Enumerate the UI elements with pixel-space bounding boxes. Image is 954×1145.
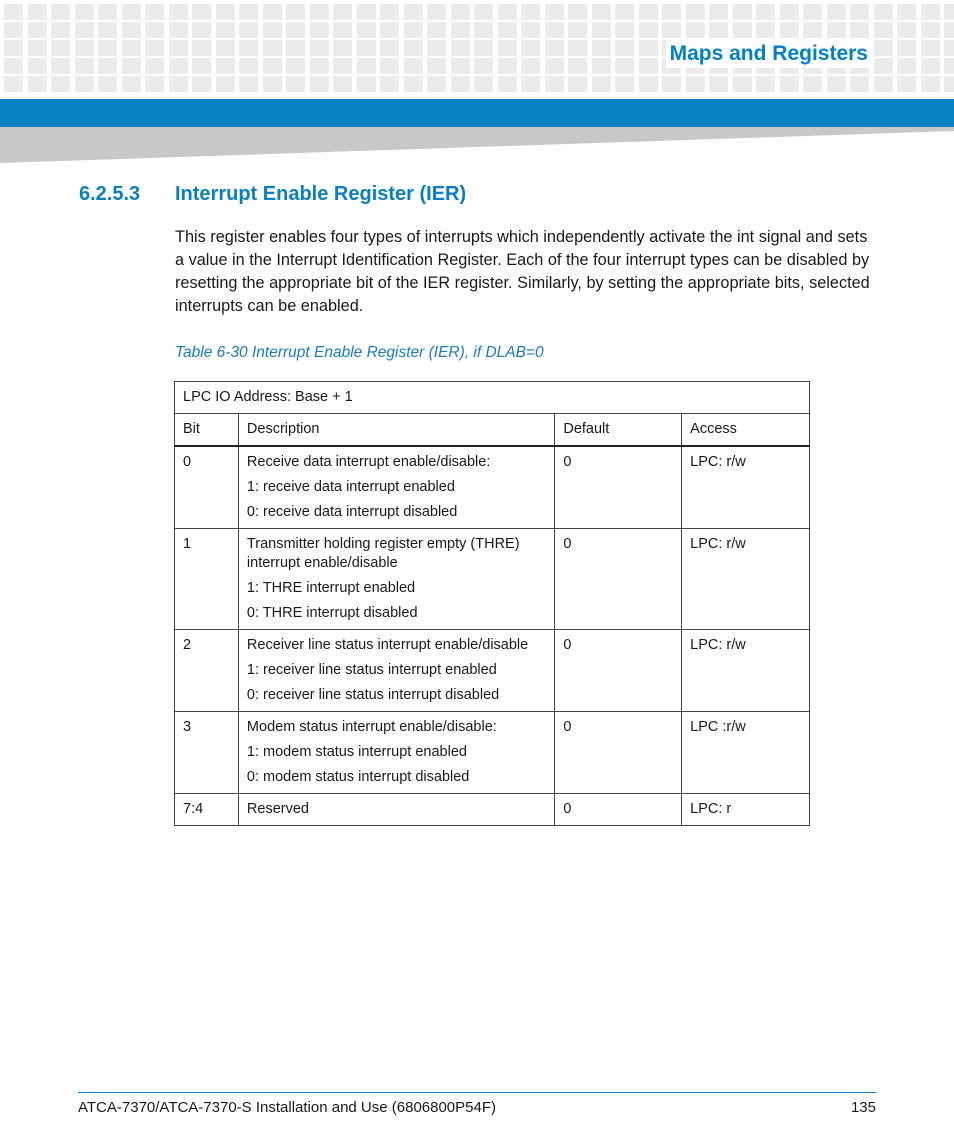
header-tile: [944, 40, 954, 56]
header-tile: [803, 22, 822, 38]
header-tile: [427, 58, 446, 74]
header-tile: [380, 40, 399, 56]
header-tile: [568, 22, 587, 38]
header-tile: [216, 4, 235, 20]
header-tile: [897, 40, 916, 56]
section-number: 6.2.5.3: [79, 183, 141, 205]
header-tile: [474, 40, 493, 56]
header-tile: [427, 40, 446, 56]
header-tile: [380, 58, 399, 74]
header-tile: [639, 4, 658, 20]
header-tile: [4, 22, 23, 38]
header-tile: [216, 76, 235, 92]
header-tile: [615, 58, 634, 74]
header-tile: [122, 76, 141, 92]
header-tile: [145, 58, 164, 74]
table-row: [175, 446, 810, 529]
header-tile: [498, 22, 517, 38]
header-tile: [615, 22, 634, 38]
header-tile: [380, 22, 399, 38]
header-tile: [169, 40, 188, 56]
header-tile: [827, 76, 846, 92]
header-tile: [122, 40, 141, 56]
header-tile: [921, 76, 940, 92]
header-row: [175, 414, 810, 447]
description-line: 0: THRE interrupt disabled: [246, 605, 418, 621]
header-tile: [427, 4, 446, 20]
header-tile: [357, 76, 376, 92]
header-tile: [874, 22, 893, 38]
header-tile: [98, 22, 117, 38]
header-tile: [192, 58, 211, 74]
header-tile: [827, 4, 846, 20]
header-tile: [521, 58, 540, 74]
description-cell: [238, 712, 554, 794]
header-tile: [28, 22, 47, 38]
header-tile: [733, 22, 752, 38]
header-tile: [310, 40, 329, 56]
access-cell: LPC :r/w: [682, 712, 810, 794]
description-cell: [238, 446, 554, 529]
header-tile: [780, 76, 799, 92]
header-grey-wedge: [0, 127, 954, 163]
header-tile: [780, 4, 799, 20]
header-tile: [498, 40, 517, 56]
header-tile: [75, 58, 94, 74]
header-tile: [192, 4, 211, 20]
header-tile: [897, 22, 916, 38]
header-tile: [357, 40, 376, 56]
header-tile: [545, 58, 564, 74]
header-tile: [98, 4, 117, 20]
access-cell: LPC: r/w: [682, 529, 810, 630]
header-tile: [263, 76, 282, 92]
header-tile: [545, 22, 564, 38]
header-tile: [263, 58, 282, 74]
header-tile: [28, 4, 47, 20]
default-cell: 0: [555, 794, 682, 826]
header-tile: [521, 76, 540, 92]
header-tile: [380, 4, 399, 20]
header-tile: [592, 4, 611, 20]
header-tile: [874, 58, 893, 74]
access-cell: LPC: r/w: [682, 446, 810, 529]
header-tile: [568, 40, 587, 56]
table-row: [175, 529, 810, 630]
table-caption: Table 6-30 Interrupt Enable Register (IER), if DLAB=0: [175, 344, 544, 361]
access-cell: LPC: r/w: [682, 630, 810, 712]
header-tile: [498, 58, 517, 74]
header-tile: [498, 4, 517, 20]
header-tile: [686, 76, 705, 92]
description-line: Modem status interrupt enable/disable:: [246, 719, 497, 735]
header-tile: [592, 40, 611, 56]
header-tile: [521, 22, 540, 38]
header-tile: [75, 76, 94, 92]
description-line: 0: receiver line status interrupt disabled: [246, 687, 500, 703]
header-tile: [286, 40, 305, 56]
header-tile: [380, 76, 399, 92]
header-tile: [169, 4, 188, 20]
default-cell: 0: [555, 712, 682, 794]
header-tile: [592, 58, 611, 74]
header-tile: [98, 40, 117, 56]
header-tile: [921, 40, 940, 56]
description-line: Transmitter holding register empty (THRE) interrupt enable/disable: [246, 536, 520, 571]
header-tile: [75, 4, 94, 20]
description-line: Receive data interrupt enable/disable:: [246, 454, 491, 470]
header-tile: [404, 76, 423, 92]
header-tile: [192, 40, 211, 56]
header-tile: [874, 40, 893, 56]
header-tile: [216, 40, 235, 56]
default-cell: 0: [555, 446, 682, 529]
header-tile: [897, 4, 916, 20]
header-tile: [4, 4, 23, 20]
header-tile: [239, 22, 258, 38]
header-tile: [803, 4, 822, 20]
header-tile: [709, 4, 728, 20]
header-tile: [75, 22, 94, 38]
header-tile: [733, 76, 752, 92]
description-line: 1: modem status interrupt enabled: [246, 744, 467, 760]
header-tile: [216, 58, 235, 74]
header-tile: [98, 58, 117, 74]
description-line: 0: modem status interrupt disabled: [246, 769, 470, 785]
header-description: Description: [238, 414, 554, 447]
header-tile: [427, 22, 446, 38]
header-tile: [451, 22, 470, 38]
header-tile: [474, 22, 493, 38]
header-tile: [639, 76, 658, 92]
header-tile: [263, 40, 282, 56]
header-tile: [239, 58, 258, 74]
table-row: [175, 630, 810, 712]
header-tile: [545, 4, 564, 20]
header-tile: [169, 22, 188, 38]
header-tile: [944, 22, 954, 38]
bit-cell: 3: [175, 712, 239, 794]
header-tile: [75, 40, 94, 56]
footer-rule: [78, 1092, 876, 1093]
header-tile: [404, 22, 423, 38]
header-tile: [545, 76, 564, 92]
header-tile: [686, 4, 705, 20]
header-tile: [662, 22, 681, 38]
header-tile: [615, 76, 634, 92]
header-tile: [827, 22, 846, 38]
header-tile: [310, 22, 329, 38]
header-tile: [686, 22, 705, 38]
header-tile: [568, 58, 587, 74]
description-cell: [238, 630, 554, 712]
table-row: [175, 794, 810, 826]
header-tile: [122, 22, 141, 38]
header-tile: [286, 22, 305, 38]
header-tile: [427, 76, 446, 92]
header-tile: [51, 76, 70, 92]
header-tile: [709, 76, 728, 92]
header-tile: [145, 76, 164, 92]
header-tile: [756, 22, 775, 38]
header-tile: [545, 40, 564, 56]
header-tile: [474, 58, 493, 74]
header-tile: [4, 76, 23, 92]
header-tile: [897, 76, 916, 92]
header-tile: [169, 58, 188, 74]
header-default: Default: [555, 414, 682, 447]
header-tile: [709, 22, 728, 38]
header-tile: [145, 4, 164, 20]
header-tile: [944, 4, 954, 20]
header-tile: [333, 58, 352, 74]
description-line: 1: receiver line status interrupt enabled: [246, 662, 497, 678]
header-tile: [98, 76, 117, 92]
header-tile: [662, 76, 681, 92]
header-tile: [615, 40, 634, 56]
header-tile: [404, 4, 423, 20]
header-tile: [568, 76, 587, 92]
header-tile: [451, 58, 470, 74]
header-tile: [192, 22, 211, 38]
header-tile: [474, 4, 493, 20]
bit-cell: 1: [175, 529, 239, 630]
header-tile: [28, 40, 47, 56]
header-tile: [639, 58, 658, 74]
header-tile: [333, 22, 352, 38]
header-tile: [239, 4, 258, 20]
header-tile: [474, 76, 493, 92]
bit-cell: 0: [175, 446, 239, 529]
header-tile: [286, 58, 305, 74]
header-tile: [145, 40, 164, 56]
default-cell: 0: [555, 529, 682, 630]
header-tile: [4, 40, 23, 56]
access-cell: LPC: r: [682, 794, 810, 826]
header-tile: [239, 40, 258, 56]
header-tile: [404, 40, 423, 56]
default-cell: 0: [555, 630, 682, 712]
header-tile: [310, 4, 329, 20]
header-tile: [850, 4, 869, 20]
page-number: 135: [850, 1099, 876, 1116]
header-tile: [921, 22, 940, 38]
address-row: [175, 382, 810, 414]
header-tile: [756, 4, 775, 20]
header-tile: [122, 4, 141, 20]
header-tile: [145, 22, 164, 38]
header-tile: [239, 76, 258, 92]
header-access: Access: [682, 414, 810, 447]
description-line: 1: THRE interrupt enabled: [246, 580, 416, 596]
header-tile: [122, 58, 141, 74]
header-tile: [451, 4, 470, 20]
description-line: 1: receive data interrupt enabled: [246, 479, 455, 495]
header-tile: [404, 58, 423, 74]
header-tile: [921, 58, 940, 74]
header-tile: [662, 4, 681, 20]
description-line: 0: receive data interrupt disabled: [246, 504, 458, 520]
header-tile: [615, 4, 634, 20]
header-tile: [216, 22, 235, 38]
description-line: Receiver line status interrupt enable/disable: [246, 637, 529, 653]
header-tile: [28, 76, 47, 92]
header-tile: [169, 76, 188, 92]
header-tile: [756, 76, 775, 92]
header-tile: [357, 58, 376, 74]
header-bit: Bit: [175, 414, 239, 447]
header-tile: [286, 76, 305, 92]
header-tile: [850, 76, 869, 92]
address-cell: LPC IO Address: Base + 1: [175, 382, 810, 414]
header-tile: [498, 76, 517, 92]
header-tile: [850, 22, 869, 38]
header-tile: [51, 22, 70, 38]
register-table: [174, 381, 810, 826]
header-tile: [921, 4, 940, 20]
header-tile: [592, 22, 611, 38]
header-tile: [28, 58, 47, 74]
header-tile: [780, 22, 799, 38]
section-heading: [79, 183, 466, 206]
header-tile: [592, 76, 611, 92]
header-tile: [333, 76, 352, 92]
header-tile: [263, 4, 282, 20]
header-tile: [521, 4, 540, 20]
header-tile: [874, 4, 893, 20]
header-tile: [451, 40, 470, 56]
header-tile: [803, 76, 822, 92]
header-tile: [897, 58, 916, 74]
header-tile: [310, 58, 329, 74]
bit-cell: 2: [175, 630, 239, 712]
header-tile: [333, 4, 352, 20]
header-tile: [51, 40, 70, 56]
intro-paragraph: This register enables four types of interrupts which independently activate the int signal and sets a value in the Interrupt Identification Register. Each of the four interrupt types can be disabled by resetting the appropriate bit of the IER register. Similarly, by setting the appropriate bits, selected interrupts can be enabled.: [175, 228, 870, 315]
description-cell: [238, 794, 554, 826]
header-tile: [357, 4, 376, 20]
header-tile: [521, 40, 540, 56]
header-tile: [568, 4, 587, 20]
header-tile: [286, 4, 305, 20]
header-tile: [639, 22, 658, 38]
header-blue-bar: [0, 99, 954, 127]
header-tile: [639, 40, 658, 56]
header-tile: [192, 76, 211, 92]
table-row: [175, 712, 810, 794]
header-tile: [733, 4, 752, 20]
header-tile: [263, 22, 282, 38]
footer-document-title: ATCA-7370/ATCA-7370-S Installation and Use (6806800P54F): [78, 1099, 497, 1116]
bit-cell: 7:4: [175, 794, 239, 826]
header-tile: [357, 22, 376, 38]
header-tile: [310, 76, 329, 92]
description-cell: [238, 529, 554, 630]
header-tile: [51, 58, 70, 74]
header-tile: [944, 58, 954, 74]
section-title: Interrupt Enable Register (IER): [175, 183, 467, 205]
header-tile: [51, 4, 70, 20]
chapter-title: Maps and Registers: [666, 40, 872, 68]
header-tile: [944, 76, 954, 92]
header-tile: [874, 76, 893, 92]
description-line: Reserved: [246, 801, 309, 817]
header-tile: [4, 58, 23, 74]
header-tile: [333, 40, 352, 56]
header-tile: [451, 76, 470, 92]
